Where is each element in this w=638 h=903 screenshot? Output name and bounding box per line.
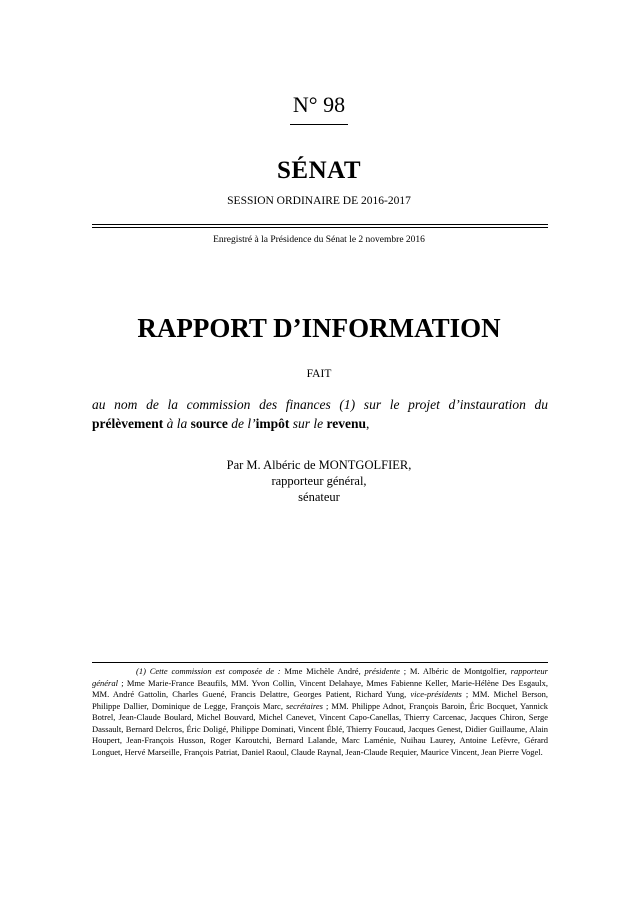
- subject-text: à la: [163, 416, 191, 431]
- author-title: sénateur: [298, 490, 340, 504]
- subject-text: de l’: [227, 416, 256, 431]
- footnote-text: Mme Michèle André,: [280, 666, 365, 676]
- report-subject: [92, 395, 548, 433]
- footnote-text: ; MM. Michel Berson, Philippe Dallier, Dominique de Legge, François Marc,: [92, 689, 548, 711]
- footnote-text: ; M. Albéric de Montgolfier,: [399, 666, 511, 676]
- report-title: RAPPORT D’INFORMATION: [137, 313, 501, 343]
- chamber-name: SÉNAT: [276, 157, 361, 184]
- footnote-intro: (1) Cette commission est composée de :: [136, 666, 281, 676]
- document-number: N° 98: [292, 92, 346, 117]
- subject-keyword-prelevement: prélèvement: [92, 416, 164, 431]
- fait-label: FAIT: [306, 368, 332, 380]
- subject-text: sur le: [289, 416, 327, 431]
- footnote: [92, 666, 548, 758]
- footnote-role: vice-présidents: [410, 689, 462, 699]
- author-name: Par M. Albéric de MONTGOLFIER,: [226, 458, 412, 472]
- registration-note: Enregistré à la Présidence du Sénat le 2 novembre 2016: [213, 235, 425, 245]
- footnote-role: rapporteur général: [92, 666, 548, 688]
- session-label: SESSION ORDINAIRE DE 2016-2017: [227, 195, 411, 207]
- header-divider: [92, 224, 548, 228]
- author-role: rapporteur général,: [271, 474, 367, 488]
- subject-keyword-impot: impôt: [255, 416, 290, 431]
- footnote-role: secrétaires: [286, 700, 323, 711]
- subject-text: au nom de la commission des finances (1) sur le projet d’instauration du: [92, 397, 548, 412]
- subject-keyword-revenu: revenu: [326, 416, 366, 431]
- footnote-text: ; MM. Philippe Adnot, François Baroin, Éric Bocquet, Yannick Botrel, Jean-Claude Boulard, Michel Bouvard, Michel Canevet, Vincent Capo-Canellas, Thierry Carcenac, Jacques Chiron, Serge Dassault, Bernard Delcros, Éric Doligé, Philippe Dominati, Vincent Éblé, Thierry Foucaud, Jacques Genest, Didier Guillaume, Alain Houpert, Jean-François Husson, Roger Karoutchi, Bernard Lalande, Marc Laménie, Nuihau Laurey, Antoine Lefèvre, Gérard Longuet, Hervé Marseille, François Patriat, Daniel Raoul, Claude Raynal, Jean-Claude Requier, Maurice Vincent, Jean Pierre Vogel.: [92, 700, 548, 757]
- footnote-divider: [92, 662, 548, 663]
- subject-punctuation: ,: [365, 416, 370, 431]
- number-underline: [290, 124, 348, 125]
- subject-keyword-source: source: [190, 416, 228, 431]
- author-block: [0, 457, 638, 505]
- footnote-text: ; Mme Marie-France Beaufils, MM. Yvon Collin, Vincent Delahaye, Mmes Fabienne Keller, Marie-Hélène Des Esgaulx, MM. André Gattolin, Charles Guené, Francis Delattre, Georges Patient, Richard Yung,: [92, 677, 548, 699]
- footnote-role: présidente: [364, 666, 400, 676]
